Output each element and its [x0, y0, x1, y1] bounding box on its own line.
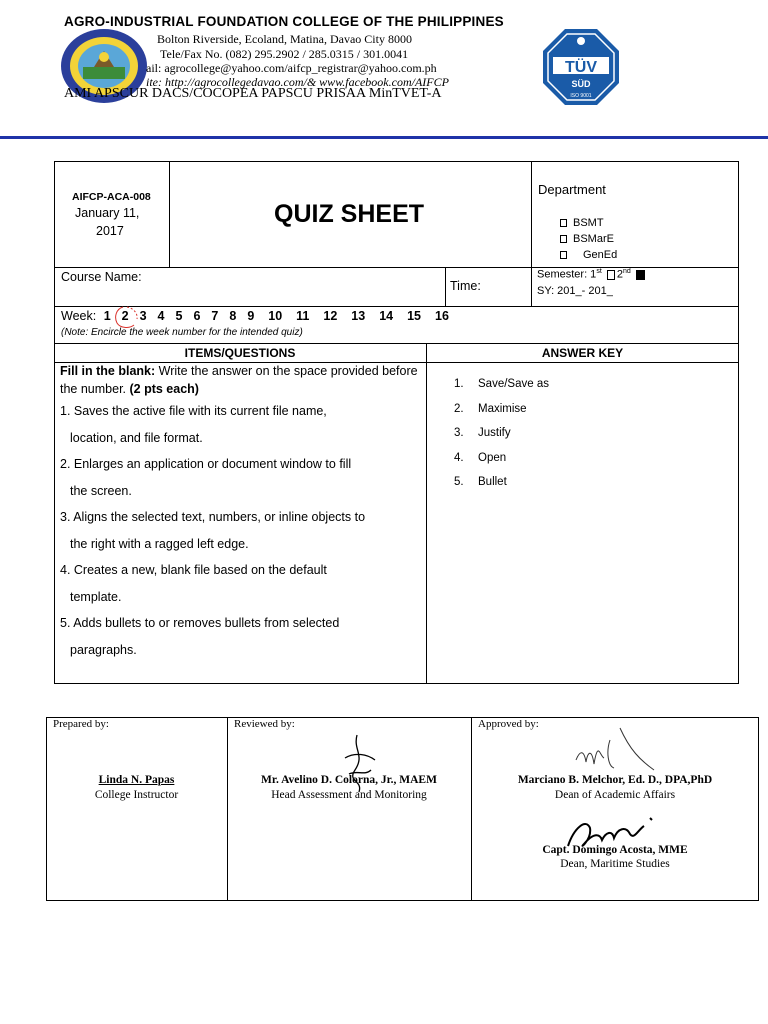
- divider: [531, 161, 532, 268]
- approver-title: Dean of Academic Affairs: [554, 789, 676, 801]
- question-line-continued: the screen.: [70, 483, 132, 498]
- week-option-14[interactable]: 14: [379, 309, 394, 323]
- answer-item: [454, 452, 549, 477]
- semester-1-checkbox[interactable]: [607, 270, 615, 280]
- sud-text: SÜD: [571, 79, 591, 89]
- approver-signature: [570, 720, 660, 780]
- question-line: 3. Aligns the selected text, numbers, or inline objects to: [60, 510, 366, 524]
- week-option-4[interactable]: 4: [157, 309, 165, 323]
- department-options: [560, 217, 710, 265]
- week-option-16[interactable]: 16: [435, 309, 449, 323]
- questions-block: [60, 362, 420, 663]
- week-option-8[interactable]: 8: [229, 309, 237, 323]
- answer-number: 1.: [454, 378, 464, 390]
- week-option-13[interactable]: 13: [351, 309, 366, 323]
- time-label: Time:: [450, 279, 481, 293]
- accreditation-line: AMI APSCUR DACS/COCOPEA PAPSCU PRISAA MinTVET-A: [64, 86, 442, 101]
- tuv-text: TÜV: [565, 59, 597, 76]
- website-line: ite: http://agrocollegedavao.com/& www.facebook.com/AIFCP: [146, 75, 449, 89]
- week-circle-mark: [113, 305, 141, 329]
- week-label: Week:: [61, 309, 97, 323]
- school-name: AGRO-INDUSTRIAL FOUNDATION COLLEGE OF THE PHILIPPINES: [64, 14, 504, 29]
- semester-sup: st: [596, 268, 602, 275]
- answer-number: 3.: [454, 427, 464, 439]
- form-date-line1: January 11,: [75, 206, 140, 220]
- question-list: [60, 398, 420, 663]
- prepared-title: College Instructor: [94, 789, 179, 801]
- divider: [471, 717, 472, 901]
- email-line: ail: agrocollege@yahoo.com/aifcp_registrar@yahoo.com.ph: [146, 61, 437, 75]
- answer-text: Justify: [478, 427, 511, 439]
- question-line: 1. Saves the active file with its current file name,: [60, 404, 327, 418]
- week-option-9[interactable]: 9: [247, 309, 255, 323]
- week-option-1[interactable]: 1: [103, 309, 111, 323]
- week-option-2[interactable]: 2: [121, 309, 129, 323]
- second-approver-name: Capt. Domingo Acosta, MME: [542, 844, 688, 856]
- semester-2-label: 2: [616, 268, 623, 281]
- prepared-name: Linda N. Papas: [98, 774, 175, 786]
- answer-item: [454, 427, 549, 452]
- answer-item: [454, 476, 549, 501]
- answer-number: 2.: [454, 402, 464, 415]
- question-line-continued: template.: [70, 589, 122, 604]
- instructions: [60, 362, 420, 398]
- week-option-11[interactable]: 11: [296, 309, 310, 323]
- form-code: AIFCP-ACA-008: [72, 191, 151, 203]
- semester-2-checkbox[interactable]: [636, 270, 645, 280]
- reviewed-by-label: Reviewed by:: [234, 718, 295, 730]
- week-note: (Note: Encircle the week number for the intended quiz): [61, 327, 303, 338]
- divider: [227, 717, 228, 901]
- prepared-by-label: Prepared by:: [53, 718, 109, 730]
- week-option-5[interactable]: 5: [175, 309, 183, 323]
- week-option-10[interactable]: 10: [268, 309, 283, 323]
- instruction-text: Write the answer on the space provided before the number.: [60, 364, 418, 396]
- question-line: 4. Creates a new, blank file based on the default: [60, 563, 327, 577]
- answer-number: 4.: [454, 451, 464, 464]
- items-header: ITEMS/QUESTIONS: [184, 346, 296, 360]
- header-divider: [0, 136, 768, 139]
- divider: [54, 343, 739, 344]
- answer-text: Maximise: [478, 402, 527, 415]
- week-option-6[interactable]: 6: [193, 309, 201, 323]
- divider: [445, 267, 446, 307]
- week-option-12[interactable]: 12: [323, 309, 338, 323]
- tuv-sud-logo: [541, 27, 621, 107]
- checkbox-gened[interactable]: [560, 251, 567, 259]
- form-date-line2: 2017: [96, 224, 124, 238]
- week-list: [100, 309, 449, 323]
- department-option-bsmare[interactable]: [560, 233, 710, 249]
- week-option-7[interactable]: 7: [211, 309, 219, 323]
- question-line-continued: the right with a ragged left edge.: [70, 536, 249, 551]
- iso-text: ISO 9001: [570, 93, 592, 99]
- divider: [531, 267, 532, 307]
- semester-field: [537, 268, 651, 281]
- second-approver-title: Dean, Maritime Studies: [560, 858, 670, 870]
- instruction-points: (2 pts each): [129, 382, 199, 396]
- question-line: 2. Enlarges an application or document window to fill: [60, 457, 352, 471]
- question-line-continued: location, and file format.: [70, 430, 203, 445]
- department-option-label: BSMT: [573, 217, 604, 229]
- address-line: Bolton Riverside, Ecoland, Matina, Davao City 8000: [157, 32, 412, 46]
- checkbox-bsmt[interactable]: [560, 219, 567, 227]
- department-label: Department: [538, 182, 606, 197]
- instruction-bold: Fill in the blank:: [60, 364, 156, 378]
- answer-key-header: ANSWER KEY: [541, 346, 624, 360]
- department-option-label: BSMarE: [573, 233, 614, 245]
- semester-sup: nd: [622, 268, 631, 275]
- divider: [169, 161, 170, 268]
- approver-name: Marciano B. Melchor, Ed. D., DPA,PhD: [517, 774, 713, 786]
- reviewer-name: Mr. Avelino D. Colorna, Jr., MAEM: [261, 774, 437, 786]
- question-line-continued: paragraphs.: [70, 642, 137, 657]
- answer-list: [454, 378, 549, 501]
- page-title: QUIZ SHEET: [274, 200, 425, 228]
- question-line: 5. Adds bullets to or removes bullets from selected: [60, 616, 340, 630]
- semester-label: Semester: 1: [537, 268, 597, 281]
- answer-item: [454, 403, 549, 428]
- department-option-bsmt[interactable]: [560, 217, 710, 233]
- approved-by-label: Approved by:: [478, 718, 539, 730]
- week-option-15[interactable]: 15: [407, 309, 422, 323]
- answer-text: Save/Save as: [478, 378, 549, 390]
- department-option-label: GenEd: [583, 249, 618, 261]
- department-option-gened[interactable]: [560, 249, 710, 265]
- divider: [426, 343, 427, 684]
- answer-number: 5.: [454, 476, 464, 488]
- course-name-label: Course Name:: [61, 270, 142, 284]
- week-option-3[interactable]: 3: [139, 309, 147, 323]
- checkbox-bsmare[interactable]: [560, 235, 567, 243]
- school-year-label: SY: 201_- 201_: [537, 285, 613, 297]
- answer-text: Open: [478, 451, 507, 464]
- answer-item: [454, 378, 549, 403]
- reviewer-title: Head Assessment and Monitoring: [271, 789, 427, 801]
- answer-text: Bullet: [478, 476, 507, 488]
- divider: [54, 306, 739, 307]
- phone-line: Tele/Fax No. (082) 295.2902 / 285.0315 / 301.0041: [160, 47, 409, 61]
